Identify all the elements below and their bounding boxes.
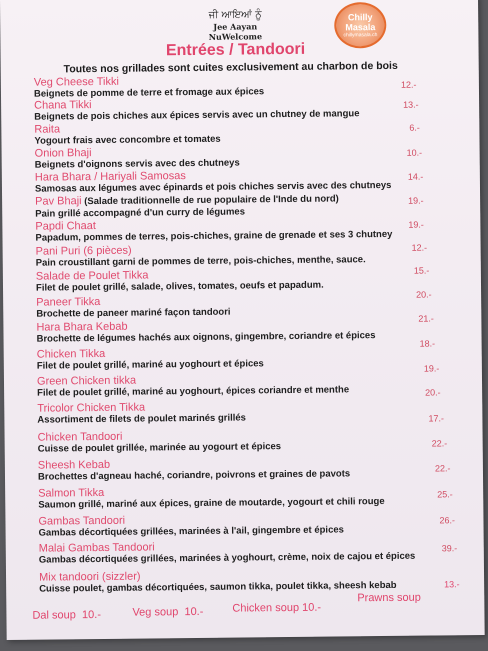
menu-item bbox=[39, 539, 416, 566]
greeting-line-1: Jee Aayan bbox=[213, 21, 258, 32]
item-price: 20.- bbox=[425, 387, 441, 398]
item-description: Brochette de paneer mariné façon tandoori bbox=[36, 306, 231, 320]
menu-item bbox=[37, 400, 246, 425]
soup-label: Chicken soup bbox=[232, 601, 300, 615]
item-name: Gambas Tandoori bbox=[38, 514, 126, 528]
item-name: Green Chicken tikka bbox=[36, 374, 137, 388]
item-price: 17.- bbox=[428, 413, 444, 424]
item-description: Brochette de légumes hachés aux oignons, gingembre, coriandre et épices bbox=[36, 330, 376, 345]
gurmukhi-greeting: ਜੀ ਆਇਆਂ ਨੂੰ bbox=[208, 9, 262, 21]
item-description: Beignets d'oignons servis avec des chutneys bbox=[34, 157, 240, 171]
item-name: Pani Puri (6 pièces) bbox=[35, 244, 132, 258]
soup-label: Veg soup bbox=[132, 606, 179, 619]
logo-subtext: chillymasala.ch bbox=[343, 31, 378, 38]
item-description: Pain grillé accompagné d'un curry de légumes bbox=[35, 206, 246, 220]
menu-item bbox=[38, 456, 350, 482]
item-name: Mix tandoori (sizzler) bbox=[38, 570, 141, 584]
menu-item bbox=[34, 96, 359, 122]
item-price: 12.- bbox=[411, 242, 428, 253]
item-description: Brochettes d'agneau haché, coriandre, poivrons et graines de pavots bbox=[37, 468, 351, 483]
menu-item bbox=[38, 429, 282, 455]
item-description: Beignets de pomme de terre et fromage aux épices bbox=[33, 86, 265, 100]
menu-item bbox=[37, 346, 264, 371]
item-name: Hara Bhara / Hariyali Samosas bbox=[34, 170, 186, 184]
item-description: Gambas décortiquées grillées, marinées à yoghourt, crème, noix de cajou et épices bbox=[38, 550, 416, 566]
soup-price: 13.- bbox=[444, 579, 460, 590]
soup-label: Prawns soup bbox=[357, 591, 421, 605]
item-description: Saumon grillé, mariné aux épices, graine de moutarde, yogourt et chili rouge bbox=[38, 496, 385, 511]
item-name: Sheesh Kebab bbox=[37, 458, 111, 472]
item-name: Paneer Tikka bbox=[36, 295, 101, 309]
item-description: Filet de poulet grillé, salade, olives, tomates, oeufs et papadum. bbox=[35, 279, 324, 294]
menu-item bbox=[36, 242, 366, 268]
item-description: Cuisse poulet, gambas décortiquées, saumon tikka, poulet tikka, sheesh kebab bbox=[39, 579, 397, 595]
item-name: Raita bbox=[34, 123, 61, 136]
restaurant-header bbox=[0, 7, 470, 44]
item-description: Filet de poulet grillé, mariné au yoghourt, épices coriandre et menthe bbox=[37, 384, 350, 399]
item-name: Papdi Chaat bbox=[35, 220, 96, 233]
item-price: 19.- bbox=[408, 195, 424, 206]
item-name: Malai Gambas Tandoori bbox=[38, 541, 155, 555]
menu-item bbox=[36, 295, 230, 320]
menu-item bbox=[38, 512, 344, 538]
item-price: 25.- bbox=[437, 489, 453, 500]
menu-item bbox=[35, 145, 240, 170]
item-name: Chicken Tikka bbox=[36, 347, 106, 361]
soup-label: Dal soup bbox=[32, 609, 76, 622]
item-price: 6.- bbox=[409, 122, 420, 133]
soup-price: 10.- bbox=[184, 605, 204, 619]
menu-item bbox=[35, 168, 392, 195]
menu-item bbox=[35, 192, 339, 219]
item-price: 21.- bbox=[418, 313, 434, 324]
item-description: Pain croustillant garni de pommes de terre, pois-chiches, menthe, sauce. bbox=[35, 254, 366, 269]
item-description: Yogourt frais avec concombre et tomates bbox=[34, 133, 221, 147]
item-price: 22.- bbox=[431, 438, 448, 449]
item-name-main: Pav Bhaji bbox=[35, 195, 82, 208]
menu-item bbox=[36, 318, 375, 345]
item-price: 19.- bbox=[408, 219, 424, 230]
item-description: Filet de poulet grillé, mariné au yoghourt et épices bbox=[36, 358, 264, 372]
item-price: 14.- bbox=[407, 171, 424, 182]
item-description: Samosas aux légumes avec épinards et pois chiches servis avec des chutneys bbox=[34, 179, 392, 195]
menu-item bbox=[35, 217, 392, 244]
item-price: 19.- bbox=[423, 363, 440, 374]
menu-item bbox=[38, 484, 385, 511]
item-price: 12.- bbox=[400, 79, 417, 90]
item-name: Salmon Tikka bbox=[38, 486, 105, 500]
menu-item bbox=[34, 74, 264, 99]
soup-item bbox=[357, 592, 421, 605]
item-name: Onion Bhaji bbox=[34, 147, 92, 160]
item-name: Veg Cheese Tikki bbox=[33, 75, 119, 89]
menu-item bbox=[34, 122, 220, 147]
menu-item bbox=[37, 372, 349, 398]
item-price: 18.- bbox=[419, 338, 436, 349]
item-name-extra: (Salade traditionnelle de rue populaire de l'Inde du nord) bbox=[81, 193, 339, 208]
soup-price: 10.- bbox=[302, 601, 322, 614]
item-description: Assortiment de filets de poulet marinés grillés bbox=[37, 412, 246, 426]
section-title: Entrées / Tandoori bbox=[165, 40, 306, 60]
item-description: Papadum, pommes de terres, pois-chiches, graine de grenade et ses 3 chutney bbox=[35, 228, 393, 244]
item-name: Salade de Poulet Tikka bbox=[35, 269, 149, 283]
item-description: Gambas décortiquées grillées, marinées à l'ail, gingembre et épices bbox=[38, 524, 344, 539]
item-price: 15.- bbox=[413, 265, 430, 276]
item-name: Chicken Tandoori bbox=[37, 430, 123, 444]
menu-item bbox=[39, 568, 397, 595]
item-name: Hara Bhara Kebab bbox=[36, 320, 128, 334]
item-price: 39.- bbox=[441, 543, 458, 554]
greeting-line-2: NuWelcome bbox=[208, 31, 263, 42]
soup-item bbox=[32, 609, 101, 622]
soup-price: 10.- bbox=[81, 608, 102, 622]
soup-item bbox=[132, 606, 203, 619]
item-price: 22.- bbox=[434, 463, 451, 474]
item-price: 10.- bbox=[406, 147, 423, 158]
logo-text: Chilly Masala bbox=[345, 11, 376, 32]
menu-item bbox=[36, 268, 324, 294]
item-price: 13.- bbox=[403, 99, 419, 110]
item-price: 26.- bbox=[439, 515, 456, 526]
item-name: Tricolor Chicken Tikka bbox=[37, 401, 146, 415]
section-subtitle: Toutes nos grillades sont cuites exclusivement au charbon de bois bbox=[63, 59, 398, 76]
item-description: Beignets de pois chiches aux épices servis avec un chutney de mangue bbox=[34, 108, 360, 123]
item-name: Chana Tikki bbox=[34, 99, 92, 112]
item-description: Cuisse de poulet grillée, marinée au yogourt et épices bbox=[37, 441, 282, 455]
soup-item bbox=[232, 602, 321, 615]
item-price: 20.- bbox=[416, 289, 432, 300]
